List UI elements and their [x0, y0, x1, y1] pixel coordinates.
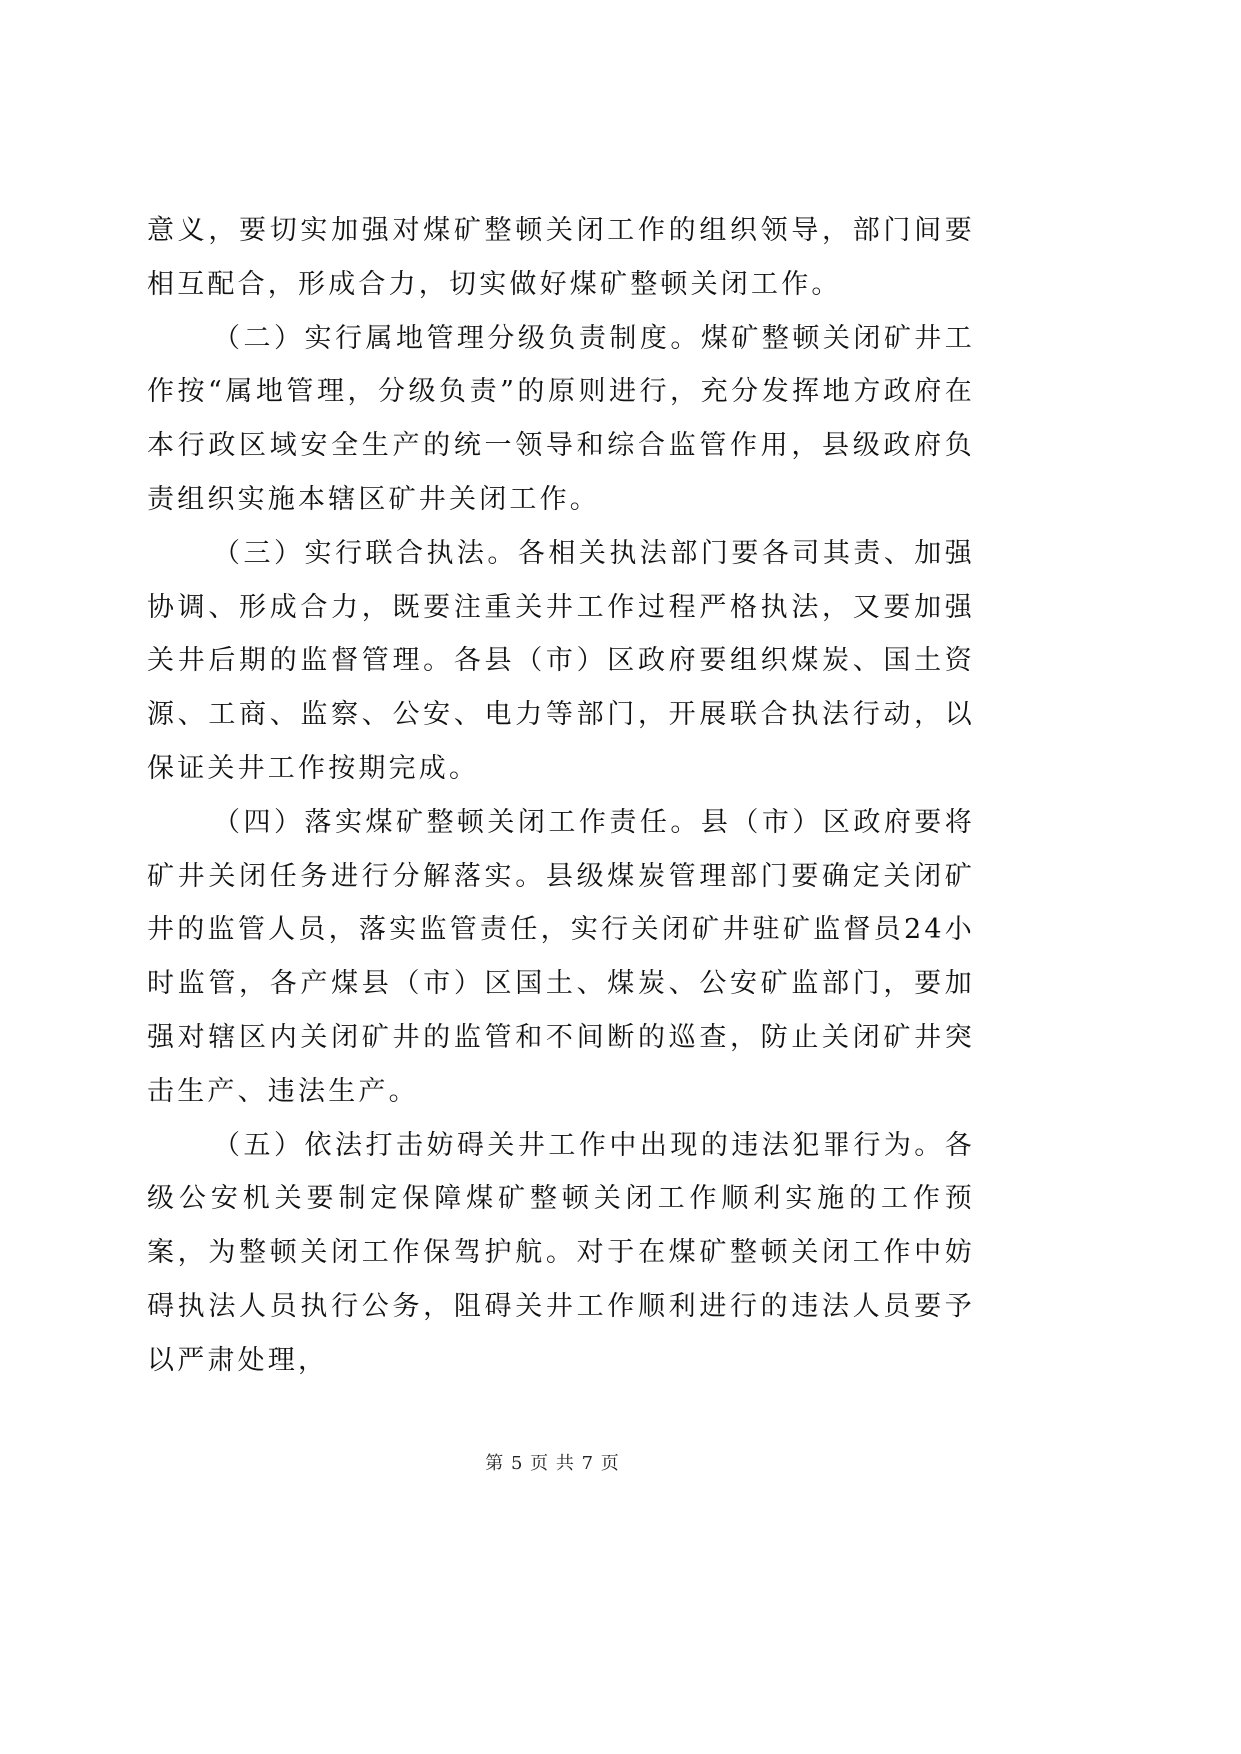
- paragraph-continuation: 意义，要切实加强对煤矿整顿关闭工作的组织领导，部门间要相互配合，形成合力，切实做好煤矿整顿关闭工作。: [147, 215, 975, 300]
- paragraph-section-three: （三）实行联合执法。各相关执法部门要各司其责、加强协调、形成合力，既要注重关井工作过程严格执法，又要加强关井后期的监督管理。各县（市）区政府要组织煤炭、国土资源、工商、监察、公安、电力等部门，开展联合执法行动，以保证关井工作按期完成。: [147, 537, 975, 784]
- paragraph-section-two: （二）实行属地管理分级负责制度。煤矿整顿关闭矿井工作按“属地管理，分级负责”的原则进行，充分发挥地方政府在本行政区域安全生产的统一领导和综合监管作用，县级政府负责组织实施本辖区矿井关闭工作。: [147, 322, 975, 515]
- paragraph-section-five: （五）依法打击妨碍关井工作中出现的违法犯罪行为。各级公安机关要制定保障煤矿整顿关闭工作顺利实施的工作预案，为整顿关闭工作保驾护航。对于在煤矿整顿关闭工作中妨碍执法人员执行公务，阻碍关井工作顺利进行的违法人员要予以严肃处理，: [147, 1129, 975, 1376]
- paragraph-section-four: （四）落实煤矿整顿关闭工作责任。县（市）区政府要将矿井关闭任务进行分解落实。县级煤炭管理部门要确定关闭矿井的监管人员，落实监管责任，实行关闭矿井驻矿监督员24小时监管，各产煤县（市）区国土、煤炭、公安矿监部门，要加强对辖区内关闭矿井的监管和不间断的巡查，防止关闭矿井突击生产、违法生产。: [147, 806, 975, 1107]
- page-footer: 第 5 页 共 7 页: [485, 1453, 620, 1474]
- document-body: [147, 204, 975, 1388]
